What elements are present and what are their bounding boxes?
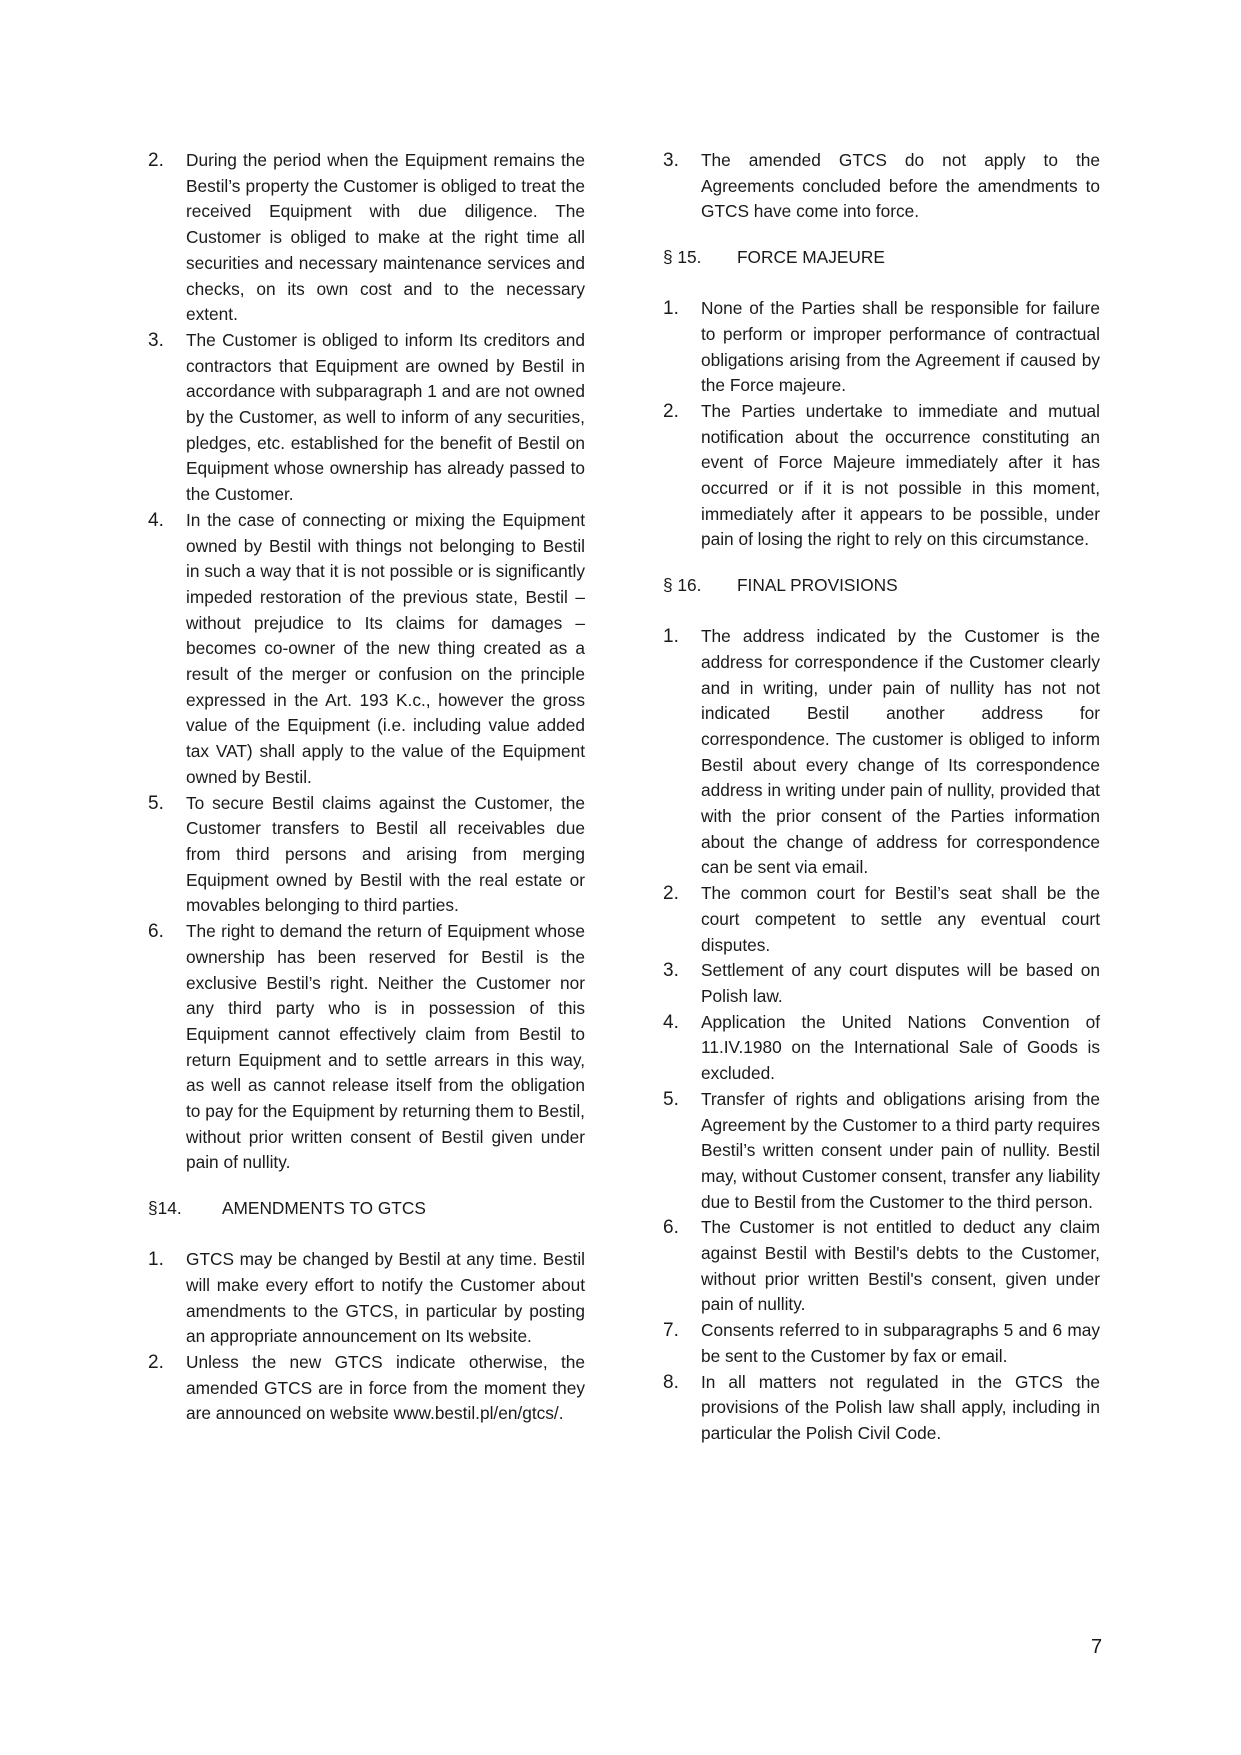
item-text: GTCS may be changed by Bestil at any time. Bestil will make every effort to notify the Customer about amendments to the GTCS, in particular by posting an appropriate announcement on Its website. [186, 1249, 585, 1347]
item-text: Application the United Nations Convention of 11.IV.1980 on the International Sale of Goods is excluded. [701, 1011, 1100, 1084]
item-number: 5. [663, 1088, 679, 1110]
item-text: In the case of connecting or mixing the Equipment owned by Bestil with things not belonging to Bestil in such a way that it is not possible or is significantly impeded restoration of the previous state, Bestil – without prejudice to Its claims for damages – becomes co-owner of the new thing created as a result of the merger or confusion on the principle expressed in the Art. 193 K.c., however the gross value of the Equipment (i.e. including value added tax VAT) shall apply to the value of the Equipment owned by Bestil. [186, 509, 585, 787]
section-number: §14. [148, 1198, 182, 1219]
list-item [148, 919, 585, 1176]
list-item [663, 296, 1100, 399]
section-title: FINAL PROVISIONS [737, 575, 898, 596]
item-number: 3. [148, 329, 164, 351]
list-item [663, 1215, 1100, 1318]
item-text: The common court for Bestil’s seat shall be the court competent to settle any eventual court disputes. [701, 883, 1100, 955]
section-heading-16 [663, 573, 1100, 599]
left-column [148, 148, 585, 1427]
item-number: 6. [663, 1217, 679, 1239]
item-number: 7. [663, 1320, 679, 1342]
item-number: 3. [663, 960, 679, 982]
page-number: 7 [1091, 1636, 1103, 1658]
item-number: 2. [663, 400, 679, 422]
section-title: AMENDMENTS TO GTCS [222, 1198, 426, 1219]
item-number: 4. [148, 509, 164, 531]
item-number: 2. [663, 883, 679, 905]
section-heading-14 [148, 1196, 585, 1222]
item-number: 2. [148, 1351, 164, 1373]
list-item [663, 958, 1100, 1009]
list-item [663, 1318, 1100, 1369]
item-text: The amended GTCS do not apply to the Agreements concluded before the amendments to GTCS have come into force. [701, 150, 1100, 222]
item-text: The Customer is not entitled to deduct any claim against Bestil with Bestil's debts to the Customer, without prior written Bestil's consent, given under pain of nullity. [701, 1217, 1100, 1315]
list-item [663, 148, 1100, 225]
section-number: § 16. [663, 575, 702, 596]
item-text: The address indicated by the Customer is the address for correspondence if the Customer clearly and in writing, under pain of nullity has not not indicated Bestil another address for correspondence. The customer is obliged to inform Bestil about every change of Its correspondence address in writing under pain of nullity, provided that with the prior consent of the Parties information about the change of address for correspondence can be sent via email. [701, 626, 1100, 878]
item-text: Unless the new GTCS indicate otherwise, the amended GTCS are in force from the moment they are announced on website www.bestil.pl/en/gtcs/. [186, 1351, 585, 1424]
item-text: Settlement of any court disputes will be based on Polish law. [701, 960, 1100, 1006]
item-number: 1. [663, 298, 679, 320]
item-number: 1. [663, 626, 679, 648]
list-item [148, 148, 585, 328]
section-number: § 15. [663, 247, 702, 268]
right-column [663, 148, 1100, 1447]
list-item [663, 399, 1100, 553]
list-item [148, 1247, 585, 1350]
item-text: The Parties undertake to immediate and mutual notification about the occurrence constituting an event of Force Majeure immediately after it has occurred or if it is not possible in this moment, immediately after it appears to be possible, under pain of losing the right to rely on this circumstance. [701, 400, 1100, 550]
list-item [148, 1350, 585, 1427]
item-text: Transfer of rights and obligations arising from the Agreement by the Customer to a third party requires Bestil’s written consent under pain of nullity. Bestil may, without Customer consent, transfer any liability due to Bestil from the Customer to the third person. [701, 1088, 1100, 1212]
item-number: 3. [663, 150, 679, 171]
item-number: 6. [148, 921, 164, 943]
item-number: 2. [148, 150, 164, 171]
item-text: Consents referred to in subparagraphs 5 and 6 may be sent to the Customer by fax or email. [701, 1320, 1100, 1366]
item-text: None of the Parties shall be responsible for failure to perform or improper performance of contractual obligations arising from the Agreement if caused by the Force majeure. [701, 298, 1100, 396]
list-item [663, 624, 1100, 881]
item-number: 4. [663, 1011, 679, 1033]
section-heading-15 [663, 245, 1100, 271]
list-item [663, 1370, 1100, 1447]
item-text: During the period when the Equipment remains the Bestil’s property the Customer is obliged to treat the received Equipment with due diligence. The Customer is obliged to make at the right time all securities and necessary maintenance services and checks, on its own cost and to the necessary extent. [186, 150, 585, 325]
item-text: In all matters not regulated in the GTCS the provisions of the Polish law shall apply, including in particular the Polish Civil Code. [701, 1371, 1100, 1443]
list-item [663, 1087, 1100, 1216]
item-text: The right to demand the return of Equipment whose ownership has been reserved for Bestil is the exclusive Bestil’s right. Neither the Customer nor any third party who is in possession of this Equipment cannot effectively claim from Bestil to return Equipment and to settle arrears in this way, as well as cannot release itself from the obligation to pay for the Equipment by returning them to Bestil, without prior written consent of Bestil given under pain of nullity. [186, 921, 585, 1173]
list-item [663, 1010, 1100, 1087]
item-number: 1. [148, 1249, 164, 1271]
item-text: The Customer is obliged to inform Its creditors and contractors that Equipment are owned by Bestil in accordance with subparagraph 1 and are not owned by the Customer, as well to inform of any securities, pledges, etc. established for the benefit of Bestil on Equipment whose ownership has already passed to the Customer. [186, 329, 585, 505]
list-item [663, 881, 1100, 958]
list-item [148, 791, 585, 920]
section-title: FORCE MAJEURE [737, 247, 885, 268]
item-number: 8. [663, 1371, 679, 1393]
list-item [148, 328, 585, 508]
list-item [148, 508, 585, 791]
item-number: 5. [148, 792, 164, 814]
item-text: To secure Bestil claims against the Customer, the Customer transfers to Bestil all receivables due from third persons and arising from merging Equipment owned by Bestil with the real estate or movables belonging to third parties. [186, 792, 585, 916]
